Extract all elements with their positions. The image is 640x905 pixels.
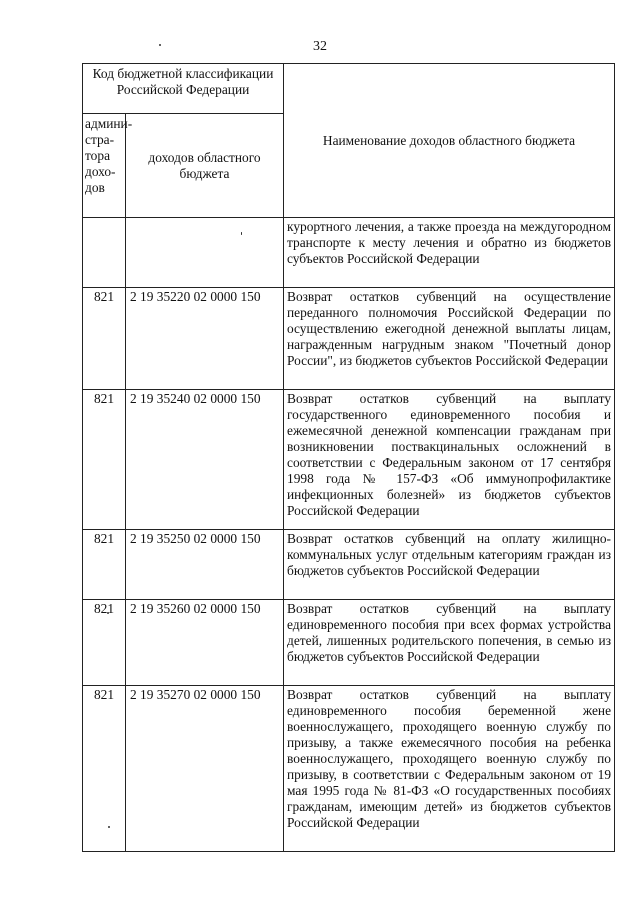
row-budget-code: 2 19 35220 02 0000 150 [126,288,284,390]
page-number: 32 [313,39,327,54]
row-budget-code: 2 19 35270 02 0000 150 [126,686,284,852]
row-budget-code: 2 19 35240 02 0000 150 [126,390,284,530]
row-revenue-name: курортного лечения, а также проезда на междугородном транспорте к месту лечения и обратно из бюджетов субъектов Российской Федерации [284,218,615,288]
table-header-row [83,64,615,114]
row-revenue-name: Возврат остатков субвенций на выплату единовременного пособия при всех формах устройства детей, лишенных родительского попечения, в семью из бюджетов субъектов Российской Федерации [284,600,615,686]
row-budget-code: 2 19 35250 02 0000 150 [126,530,284,600]
row-admin-code: 821 [83,390,126,530]
row-admin-code: 821 [83,530,126,600]
row-revenue-name: Возврат остатков субвенций на оплату жилищно-коммунальных услуг отдельным категориям граждан из бюджетов субъектов Российской Федерации [284,530,615,600]
table-row [83,530,615,600]
row-revenue-name: Возврат остатков субвенций на выплату государственного единовременного пособия и ежемесячной денежной компенсации гражданам при возникновении поствакцинальных осложнений в соответствии с Федеральным законом от 17 сентября 1998 года № 157-ФЗ «Об иммунопрофилактике инфекционных болезней» из бюджетов субъектов Российской Федерации [284,390,615,530]
row-revenue-name: Возврат остатков субвенций на выплату единовременного пособия беременной жене военнослужащего, проходящего военную службу по призыву, а также ежемесячного пособия на ребенка военнослужащего, проходящего военную службу по призыву, в соответствии с Федеральным законом от 19 мая 1995 года № 81-ФЗ «О государственных пособиях гражданам, имеющим детей» из бюджетов субъектов Российской Федерации [284,686,615,852]
row-admin-code: 821 [83,600,126,686]
header-revenue-name: Наименование доходов областного бюджета [284,64,615,218]
table-row [83,390,615,530]
budget-classification-table [82,63,615,852]
row-admin-code: 821 [83,686,126,852]
table-row [83,686,615,852]
table-row [83,288,615,390]
header-income-code: доходов областного бюджета [126,114,284,218]
row-budget-code: 2 19 35260 02 0000 150 [126,600,284,686]
header-classification-group: Код бюджетной классификации Российской Федерации [83,64,284,114]
header-administrator: админи-стра-тора дохо-дов [83,114,126,218]
row-admin-code [83,218,126,288]
row-budget-code [126,218,284,288]
table-row [83,600,615,686]
row-revenue-name: Возврат остатков субвенций на осуществление переданного полномочия Российской Федерации по осуществлению ежегодной денежной выплаты лицам, награжденным нагрудным знаком "Почетный донор России", из бюджетов субъектов Российской Федерации [284,288,615,390]
table-row [83,218,615,288]
scan-speck [159,44,161,46]
row-admin-code: 821 [83,288,126,390]
